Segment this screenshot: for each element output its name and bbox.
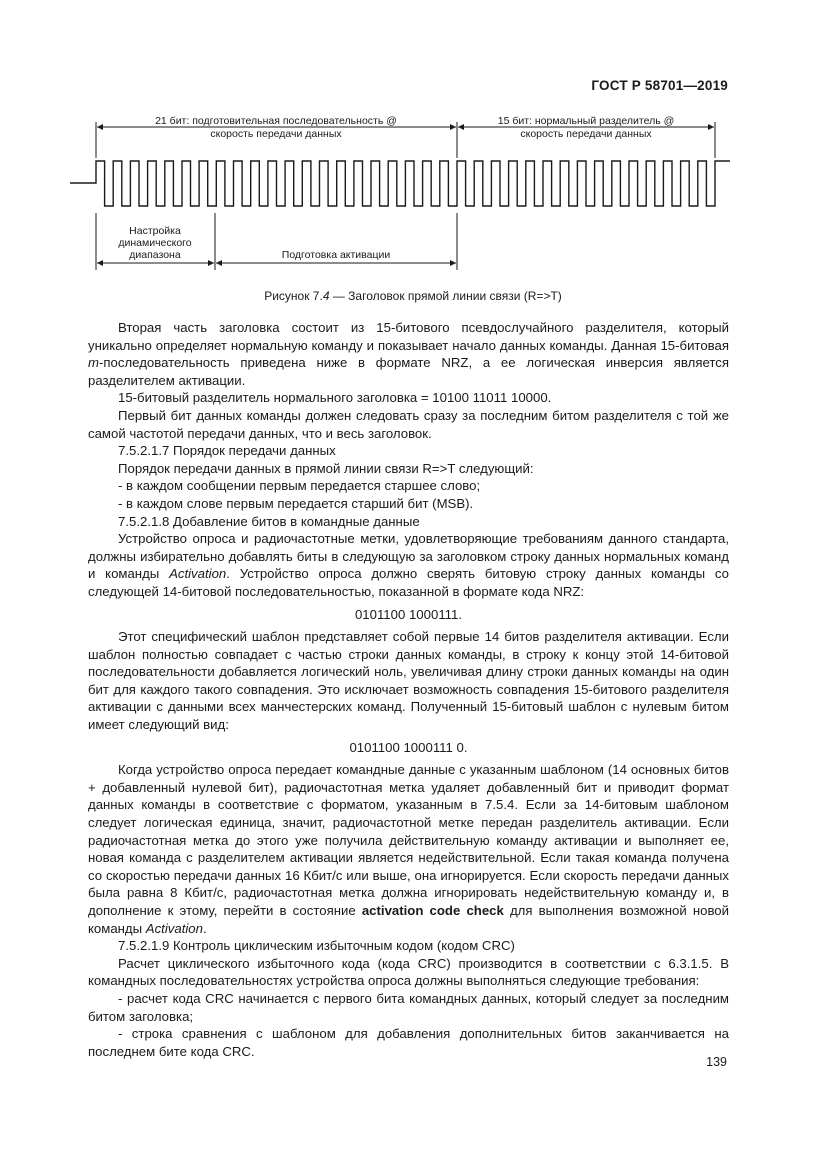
section-heading: 7.5.2.1.8 Добавление битов в командные данные xyxy=(118,513,420,529)
paragraph: Расчет циклического избыточного кода (кода CRC) производится в соответствии с 6.3.1.5. В командных последовательностях устройства опроса должны выполняться следующие требования: xyxy=(88,955,729,989)
bit-sequence: 0101100 1000111. xyxy=(354,606,463,622)
figure-caption: Рисунок 7.4 — Заголовок прямой линии связи (R=>T) xyxy=(264,289,562,303)
section-heading: 7.5.2.1.9 Контроль циклическим избыточным кодом (кодом CRC) xyxy=(118,938,515,954)
top-label-right-line1: 15 бит: нормальный разделитель @ xyxy=(497,115,675,127)
bit-sequence: 0101100 1000111 0. xyxy=(349,739,468,755)
paragraph: Этот специфический шаблон представляет собой первые 14 битов разделителя активации. Если шаблон полностью совпадает с частью строки данных команды, в строку к концу этой 14-битовой последовательности добавляется логический ноль, увеличивая длину строки данных команды на один бит для каждого такого совпадения. Это исключает возможность совпадения 15-битового разделителя активации с данными всех манчестерских команд. Полученный 15-битовый шаблон с нулевым битом имеет следующий вид: xyxy=(88,629,729,733)
top-label-left-line2: скорость передачи данных xyxy=(210,128,342,140)
bottom-label-right: Подготовка активации xyxy=(281,249,391,261)
bottom-label-left-line1: Настройка xyxy=(129,225,181,237)
figure-number: 4 xyxy=(322,289,330,303)
paragraph: 15-битовый разделитель нормального заголовка = 10100 11011 10000. xyxy=(118,390,552,406)
waveform-figure xyxy=(60,108,740,278)
document-id-header: ГОСТ Р 58701—2019 xyxy=(591,78,728,93)
list-item: - строка сравнения с шаблоном для добавления дополнительных битов заканчивается на последнем бите кода CRC. xyxy=(88,1026,729,1059)
page-number: 139 xyxy=(706,1055,727,1069)
paragraph: Вторая часть заголовка состоит из 15-битового псевдослучайного разделителя, который уникально определяет нормальную команду и показывает начало данных команды. Данная 15-битовая m-последовательность приведена ниже в формате NRZ, а ее логическая инверсия является разделителем активации. xyxy=(88,320,729,388)
paragraph: Устройство опроса и радиочастотные метки, удовлетворяющие требованиям данного стандарта, должны избирательно добавлять биты в следующую за заголовком строку данных нормальных команд и команды Activation. Устройство опроса должно сверять битовую строку данных команды со следующей 14-битовой последовательностью, показанной в формате кода NRZ: xyxy=(88,531,729,599)
section-heading: 7.5.2.1.7 Порядок передачи данных xyxy=(118,443,336,459)
paragraph: Первый бит данных команды должен следовать сразу за последним битом разделителя с той же самой частотой передачи данных, что и весь заголовок. xyxy=(88,407,729,441)
paragraph: Когда устройство опроса передает командные данные с указанным шаблоном (14 основных битов + добавленный нулевой бит), радиочастотная метка удаляет добавленный бит и приводит формат данных команды в соответствие с форматом, указанным в 7.5.4. Если за 14-битовым шаблоном следует логическая единица, значит, радиочастотной метке передан разделитель активации. Если радиочастотная метка до этого уже получила действительную команду активации и выполняет ее, новая команда с разделителем активации является недействительной. Если такая команда получена со скоростью передачи данных 16 Кбит/с или выше, она игнорируется. Если скорость передачи данных была равна 8 Кбит/с, радиочастотная метка должна игнорировать недействительную команду и, в дополнение к этому, перейти в состояние activation code check для выполнения возможной новой команды Activation. xyxy=(88,762,729,936)
top-label-left-line1: 21 бит: подготовительная последовательность @ xyxy=(155,115,397,127)
body-text xyxy=(88,319,729,1060)
manchester-waveform xyxy=(70,161,730,206)
list-item: - расчет кода CRC начинается с первого бита командных данных, который следует за последним битом заголовка; xyxy=(88,990,729,1024)
top-label-right-line2: скорость передачи данных xyxy=(520,128,652,140)
list-item: - в каждом слове первым передается старший бит (MSB). xyxy=(118,495,474,511)
bottom-label-left-line3: диапазона xyxy=(129,249,181,261)
paragraph: Порядок передачи данных в прямой линии связи R=>T следующий: xyxy=(118,460,534,476)
bottom-label-left-line2: динамического xyxy=(118,237,192,249)
list-item: - в каждом сообщении первым передается старшее слово; xyxy=(118,478,481,494)
